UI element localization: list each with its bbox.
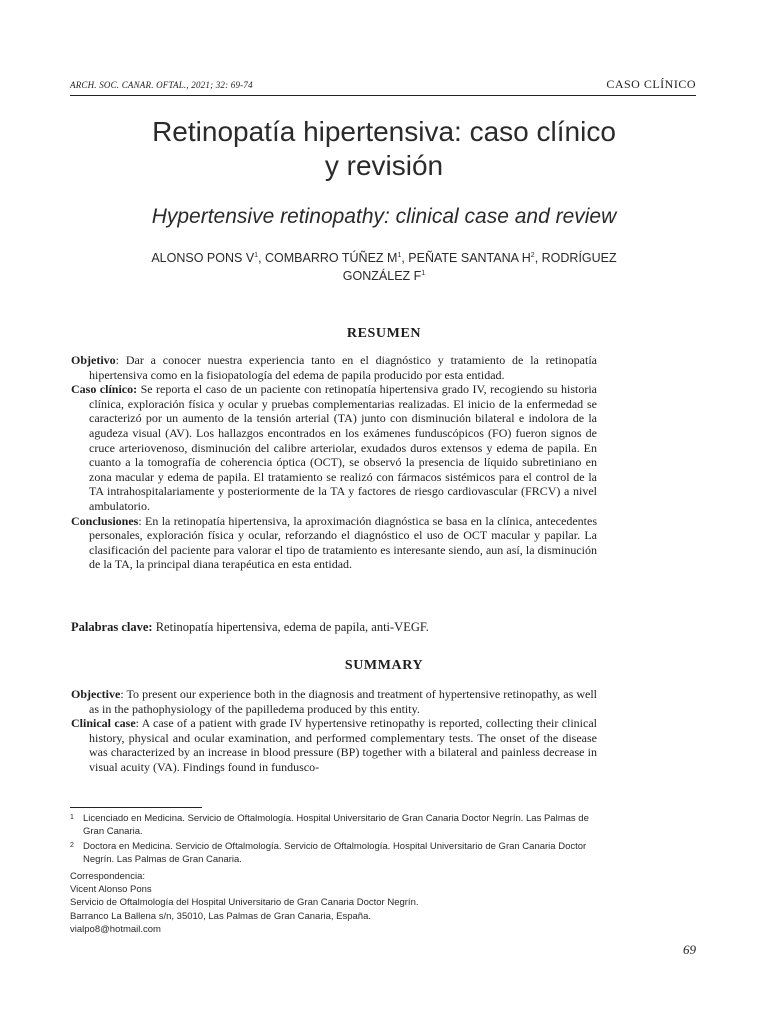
footnote-1 xyxy=(70,812,600,838)
caso-label: Caso clínico: xyxy=(71,382,138,397)
author-4-surname: RODRÍGUEZ xyxy=(541,251,617,266)
clinical-case-label: Clinical case xyxy=(71,716,136,731)
author-4-name: GONZÁLEZ F xyxy=(342,269,422,284)
author-2: COMBARRO TÚÑEZ M xyxy=(265,251,398,266)
author-3-affiliation: 2 xyxy=(530,252,535,259)
keywords xyxy=(71,620,429,635)
correspondence-email: vialpo8@hotmail.com xyxy=(70,923,161,935)
author-4-affiliation: 1 xyxy=(421,270,426,278)
journal-citation: ARCH. SOC. CANAR. OFTAL., 2021; 32: 69-74 xyxy=(70,80,253,90)
resumen-objetivo xyxy=(71,353,597,382)
conclusiones-label: Conclusiones xyxy=(71,513,139,528)
correspondence-address: Barranco La Ballena s/n, 35010, Las Palmas de Gran Canaria, España. xyxy=(70,910,372,922)
page-number: 69 xyxy=(683,942,696,957)
resumen-heading: RESUMEN xyxy=(346,326,422,341)
author-1-affiliation: 1 xyxy=(254,252,259,259)
footnote-1-text: Licenciado en Medicina. Servicio de Oftalmología. Hospital Universitario de Gran Canaria Doctor Negrín. Las Palmas de Gran Canaria. xyxy=(83,813,589,837)
conclusiones-text: : En la retinopatía hipertensiva, la aproximación diagnóstica se basa en la clínica, antecedentes personales, exploración física y ocular, reforzando el diagnóstico el uso de OCT macular y papilar. La clasificación del paciente para valorar el tipo de tratamiento es interesante siendo, aun así, la disminución de la TA, la principal diana terapéutica en esta entidad. xyxy=(89,513,597,572)
article-title xyxy=(60,115,708,183)
footnote-1-number: 1 xyxy=(70,814,74,821)
footnote-rule xyxy=(70,807,202,808)
keywords-label: Palabras clave: xyxy=(71,620,153,634)
correspondence-name: Vicent Alonso Pons xyxy=(70,884,152,896)
correspondence xyxy=(70,870,419,936)
summary-clinical-case xyxy=(71,716,597,774)
clinical-case-text: : A case of a patient with grade IV hypertensive retinopathy is reported, collecting their clinical history, physical and ocular examination, and performed complementary tests. The onset of the disease was characterized by an increase in blood pressure (BP) together with a bilateral and painless decrease in visual acuity (VA). Findings found in fundusco- xyxy=(89,716,598,774)
objetivo-label: Objetivo xyxy=(71,353,116,367)
author-list xyxy=(80,248,688,284)
section-label: CASO CLÍNICO xyxy=(606,77,696,91)
title-line-2: y revisión xyxy=(324,150,444,181)
author-2-affiliation: 1 xyxy=(397,252,402,259)
caso-text: Se reporta el caso de un paciente con retinopatía hipertensiva grado IV, recogiendo su historia clínica, exploración física y ocular y pruebas complementarias realizadas. El inicio de la enfermedad se caracterizó por un aumento de la tensión arterial (TA) junto con disminución bilateral e indolora de la agudeza visual (AV). Los hallazgos encontrados en los exámenes funduscópicos (FO) fueron signos de cruce arteriovenoso, disminución del calibre arteriolar, exudados duros extensos y edema de papila. En cuanto a la tomografía de coherencia óptica (OCT), se observó la presencia de líquido subretiniano en zona macular y edema de papila. El tratamiento se realizó con fármacos sistémicos para el control de la TA intrahospitalariamente y posteriormente de la TA y factores de riesgo cardiovascular (FRCV) a nivel ambulatorio. xyxy=(89,382,597,513)
footnote-2-text: Doctora en Medicina. Servicio de Oftalmología. Servicio de Oftalmología. Hospital Universitario de Gran Canaria Doctor Negrín. Las Palmas de Gran Canaria. xyxy=(83,841,587,865)
article-subtitle: Hypertensive retinopathy: clinical case and review xyxy=(151,205,617,228)
footnote-2-number: 2 xyxy=(70,842,74,849)
resumen-conclusiones xyxy=(71,514,597,572)
author-3: PEÑATE SANTANA H xyxy=(408,251,531,266)
summary-heading: SUMMARY xyxy=(344,658,424,673)
summary-objective xyxy=(71,687,597,716)
author-separator: , xyxy=(401,251,409,266)
correspondence-label: Correspondencia: xyxy=(70,871,145,882)
resumen-caso xyxy=(71,382,597,513)
objective-text: : To present our experience both in the diagnosis and treatment of hypertensive retinopathy, as well as in the pathophysiology of the papilledema produced by this entity. xyxy=(89,687,597,716)
author-1: ALONSO PONS V xyxy=(151,251,255,266)
keywords-text: Retinopatía hipertensiva, edema de papila, anti-VEGF. xyxy=(152,620,429,634)
resumen-body xyxy=(71,353,597,572)
objective-label: Objective xyxy=(71,687,121,701)
correspondence-department: Servicio de Oftalmología del Hospital Universitario de Gran Canaria Doctor Negrín. xyxy=(70,897,419,909)
objetivo-text: : Dar a conocer nuestra experiencia tanto en el diagnóstico y tratamiento de la retinopatía hipertensiva como en la fisiopatología del edema de papila producido por esta entidad. xyxy=(89,353,597,382)
title-line-1: Retinopatía hipertensiva: caso clínico xyxy=(152,116,616,147)
footnotes xyxy=(70,812,600,868)
summary-body xyxy=(71,687,597,775)
footnote-2 xyxy=(70,840,600,866)
author-separator: , xyxy=(258,251,266,266)
header-rule xyxy=(70,95,696,96)
author-separator: , xyxy=(534,251,542,266)
